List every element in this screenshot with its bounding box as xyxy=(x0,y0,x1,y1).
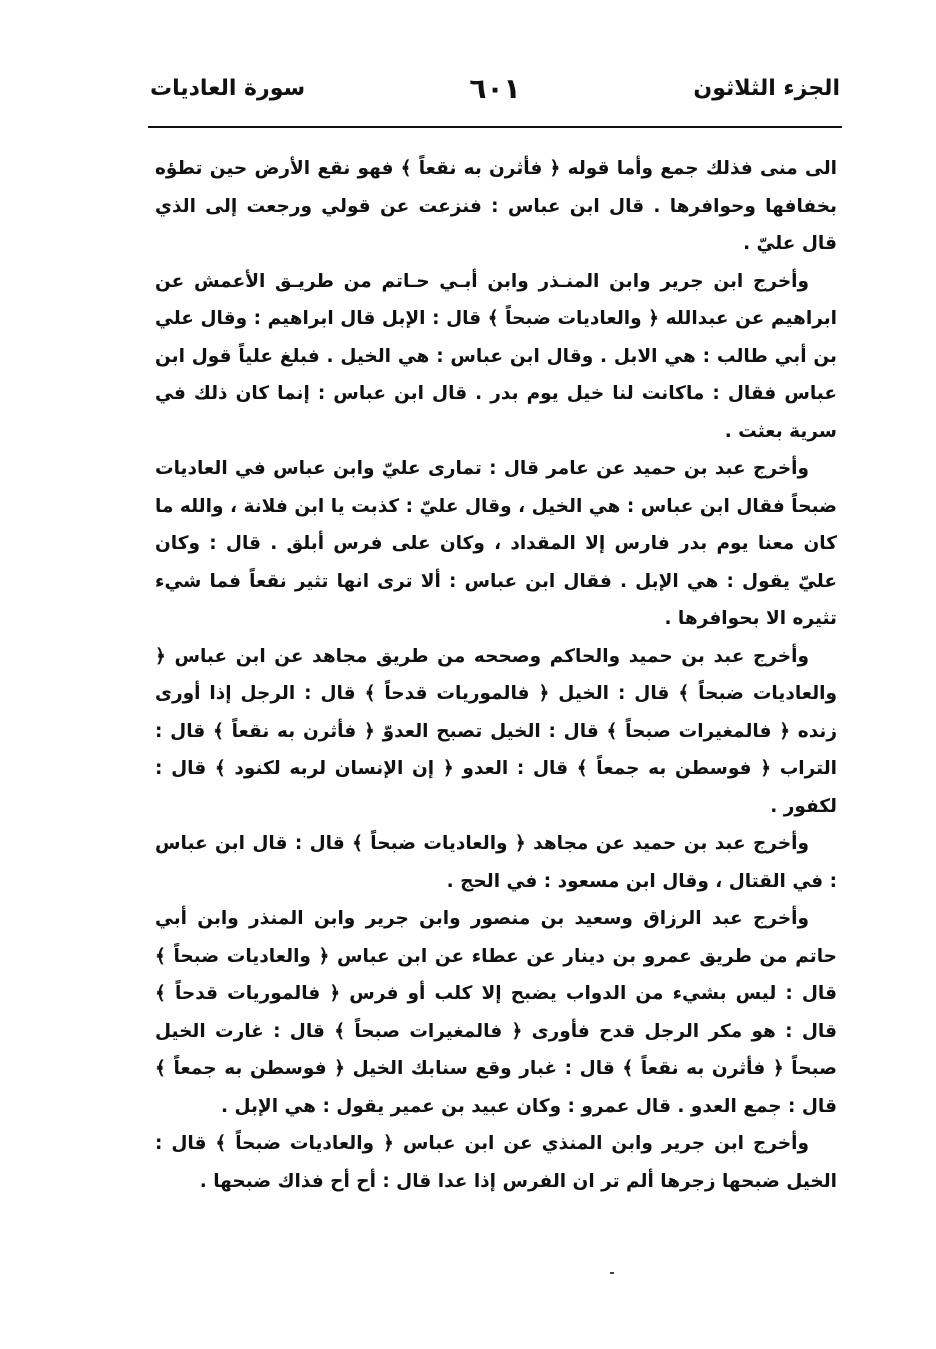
page-number: ٦٠١ xyxy=(469,72,521,105)
header-rule xyxy=(148,126,842,128)
paragraph: وأخرج عبد بن حميد عن عامر قال : تمارى عليّ وابن عباس في العاديات ضبحاً فقال ابن عباس : هي الخيل ، وقال عليّ : كذبت يا ابن فلانة ، والله ما كان معنا يوم بدر فارس إلا المقداد ، وكان على فرس أبلق . قال : وكان عليّ يقول : هي الإبل . فقال ابن عباس : ألا ترى انها تثير نقعاً فما شيء تثيره الا بحوافرها . xyxy=(155,458,837,629)
paragraph: وأخرج ابن جرير وابن المنذي عن ابن عباس ﴿ والعاديات ضبحاً ﴾ قال : الخيل ضبحها زجرها ألم تر ان الفرس إذا عدا قال : أح أح فذاك ضبحها . xyxy=(155,1133,837,1192)
paragraph: وأخرج ابن جرير وابن المنـذر وابن أبـي حـاتم من طريـق الأعمش عن ابراهيم عن عبدالله ﴿ والعاديات ضبحاً ﴾ قال : الإبل قال ابراهيم : وقال علي بن أبي طالب : هي الابل . وقال ابن عباس : هي الخيل . فبلغ علياً قول ابن عباس فقال : ماكانت لنا خيل يوم بدر . قال ابن عباس : إنما كان ذلك في سرية بعثت . xyxy=(155,270,837,442)
surah-label: سورة العاديات xyxy=(150,76,306,101)
paragraph: وأخرج عبد بن حميد عن مجاهد ﴿ والعاديات ضبحاً ﴾ قال : قال ابن عباس : في القتال ، وقال ابن مسعود : في الحج . xyxy=(155,833,837,892)
paragraph: وأخرج عبد الرزاق وسعيد بن منصور وابن جرير وابن المنذر وابن أبي حاتم من طريق عمرو بن دينار عن عطاء عن ابن عباس ﴿ والعاديات ضبحاً ﴾ قال : ليس بشيء من الدواب يضبح إلا كلب أو فرس ﴿ فالموريات قدحاً ﴾ قال : هو مكر الرجل قدح فأورى ﴿ فالمغيرات صبحاً ﴾ قال : غارت الخيل صبحاً ﴿ فأثرن به نقعاً ﴾ قال : غبار وقع سنابك الخيل ﴿ فوسطن به جمعاً ﴾ قال : جمع العدو . قال عمرو : وكان عبيد بن عمير يقول : هي الإبل . xyxy=(155,908,837,1117)
juz-label: الجزء الثلاثون xyxy=(693,76,840,101)
paragraph: وأخرج عبد بن حميد والحاكم وصححه من طريق مجاهد عن ابن عباس ﴿ والعاديات ضبحاً ﴾ قال : الخيل ﴿ فالموريات قدحاً ﴾ قال : الرجل إذا أورى زنده ﴿ فالمغيرات صبحاً ﴾ قال : الخيل تصبح العدوّ ﴿ فأثرن به نقعاً ﴾ قال : التراب ﴿ فوسطن به جمعاً ﴾ قال : العدو ﴿ إن الإنسان لربه لكنود ﴾ قال : لكفور . xyxy=(155,645,837,817)
page-body xyxy=(155,150,837,1200)
running-header xyxy=(150,72,840,112)
page-mark xyxy=(610,1272,614,1274)
paragraph: الى منى فذلك جمع وأما قوله ﴿ فأثرن به نقعاً ﴾ فهو نقع الأرض حين تطؤه بخفافها وحوافرها . قال ابن عباس : فنزعت عن قولي ورجعت إلى الذي قال عليّ . xyxy=(155,158,837,254)
